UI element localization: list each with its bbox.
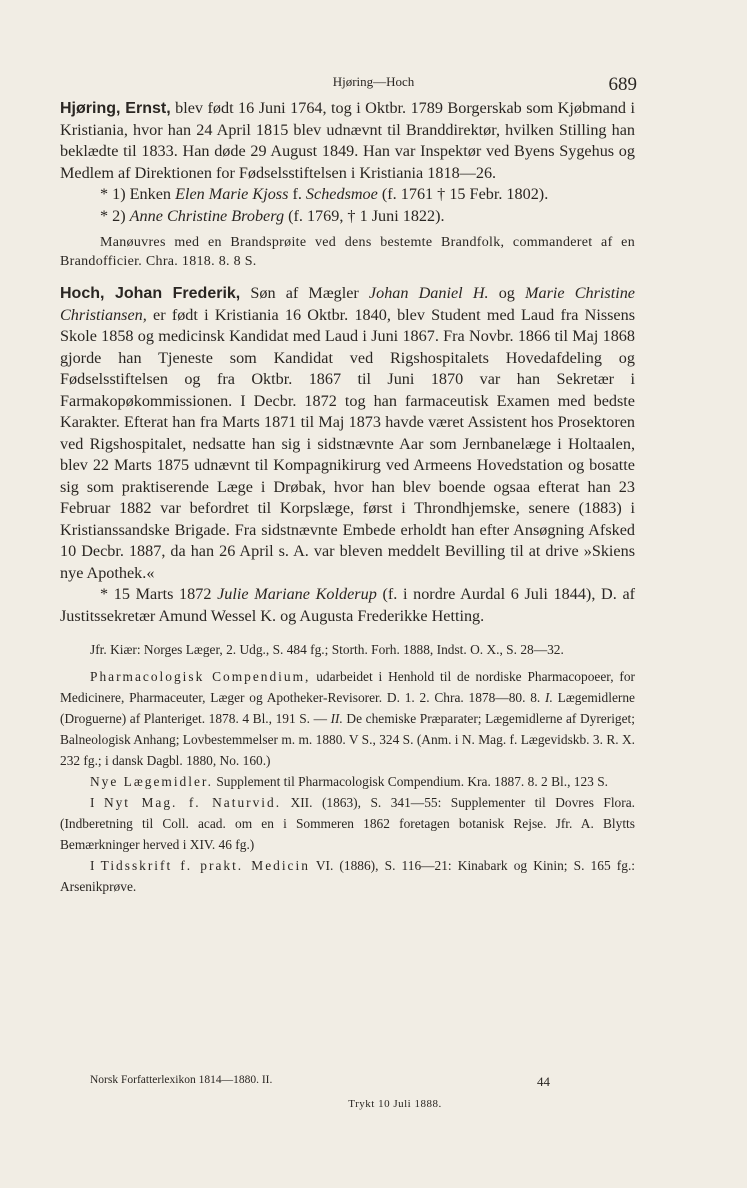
reference-note: Jfr. Kiær: Norges Læger, 2. Udg., S. 484 fg.; Storth. Forh. 1888, Indst. O. X., S. 28—32. [90,642,564,657]
entry-hoch: Hoch, Johan Frederik, Søn af Mægler Johan Daniel H. og Marie Christine Christiansen, er født i Kristiania 16 Oktbr. 1840, blev Student med Laud fra Nissens Skole 1858 og medicinsk Kandidat med Laud i Juni 1867. Fra Novbr. 1866 til Maj 1868 gjorde han Tjeneste som Kandidat ved Rigshospitalets Hovedafdeling og Fødselsstiftelsen og fra Oktbr. 1867 til Juni 1870 var han Sekretær i Farmakopøkommissionen. I Decbr. 1872 tog han farmaceutisk Examen med bedste Karakter. Efterat han fra Marts 1871 til Maj 1873 havde været Assistent hos Prosektoren ved Rigshospitalet, nedsatte han sig i sidstnævnte Aar som Jernbanelæge i Holtaalen, blev 22 Marts 1875 udnævnt til Kompagnikirurg ved Armeens Hovedstation og bosatte sig som praktiserende Læge i Drøbak, hvor han blev boende ogsaa efterat han 23 Februar 1882 var befordret til Korpslæge, først i Throndhjemske, senere (1883) i Kristianssandske Brigade. Fra sidstnævnte Embede erholdt han efter Ansøgning Afsked 10 Decbr. 1887, da han 26 April s. A. var bleven meddelt Bevilling til at drive »Skiens nye Apothek.« [60,284,635,582]
spouse-name: Julie Mariane Kolderup [217,585,377,603]
signature-mark: 44 [537,1074,550,1089]
entry-hoch-text: er født i Kristiania 16 Oktbr. 1840, blev Student med Laud fra Nissens Skole 1858 og medicinsk Kandidat med Laud i Juni 1867. Fra Novbr. 1866 til Maj 1868 gjorde han Tjeneste som Kandidat ved Rigshospitalets Hovedafdeling og Fødselsstiftelsen og fra Oktbr. 1867 til Juni 1870 var han Sekretær i Farmakopøkommissionen. I Decbr. 1872 tog han farmaceutisk Examen med bedste Karakter. Efterat han fra Marts 1871 til Maj 1873 havde været Assistent hos Prosektoren ved Rigshospitalet, nedsatte han sig i sidstnævnte Aar som Jernbanelæge i Holtaalen, blev 22 Marts 1875 udnævnt til Kompagnikirurg ved Armeens Hovedstation og bosatte sig som praktiserende Læge i Drøbak, hvor han blev boende ogsaa efterat han 23 Februar 1882 var befordret til Korpslæge, først i Throndhjemske, senere (1883) i Kristianssandske Brigade. Fra sidstnævnte Embede erholdt han efter Ansøgning Afsked 10 Decbr. 1887, da han 26 April s. A. var bleven meddelt Bevilling til at drive »Skiens nye Apothek.« [60,305,635,582]
running-head: Hjøring—Hoch [332,74,415,89]
spouse-surname: Schedsmoe [305,185,378,203]
marriage-1: * 1) Enken Elen Marie Kjoss f. Schedsmoe (f. 1761 † 15 Febr. 1802). [100,185,549,203]
page-number: 689 [608,74,637,95]
entry-name-hoch: Hoch, Johan Frederik, [60,285,241,302]
spouse-name: Anne Christine Broberg [129,206,285,225]
work-tidsskrift: I Tidsskrift f. prakt. Medicin VI. (1886), S. 116—21: Kinabark og Kinin; S. 165 fg.: Arsenikprøve. [60,858,636,894]
page-body [60,98,635,897]
entry-name-hjoring: Hjøring, Ernst, [60,100,171,117]
spouse-name: Elen Marie Kjoss [175,185,289,203]
page-footer [90,1074,590,1110]
footer-title: Norsk Forfatterlexikon 1814—1880. II. [90,1074,273,1086]
father-name: Johan Daniel H. [368,284,489,302]
entry-hjoring [60,98,635,184]
work-pharmacologisk-compendium: Pharmacologisk Compendium, udarbeidet i Henhold til de nordiske Pharmacopoeer, for Medicinere, Pharmaceuter, Læger og Apotheker-Revisorer. D. 1. 2. Chra. 1878—80. 8. I. Lægemidlerne (Droguerne) af Planteriget. 1878. 4 Bl., 191 S. — II. De chemiske Præparater; Lægemidlerne af Dyreriget; Balneologisk Anhang; Lovbestemmelser m. m. 1880. V S., 324 S. (Anm. i N. Mag. f. Lægevidskb. 3. R. X. 232 fg.; i dansk Dagbl. 1880, No. 160.) [60,669,635,768]
entry-hjoring-text: blev født 16 Juni 1764, tog i Oktbr. 1789 Borgerskab som Kjøbmand i Kristiania, hvor han 24 April 1815 blev udnævnt til Branddirektør, hvilken Stilling han beklædte til 1833. Han døde 29 August 1849. Han var Inspektør ved Byens Sygehus og Medlem af Direktionen for Fødselsstiftelsen i Kristiania 1818—26. [60,99,635,182]
work-nyt-mag: I Nyt Mag. f. Naturvid. XII. (1863), S. 341—55: Supplementer til Dovres Flora. (Indberetning til Coll. acad. om en i Sommeren 1862 foretagen botanisk Rejse. Jfr. A. Blytts Bemærkninger herved i XIV. 46 fg.) [60,795,635,852]
work-title-fraktur: Manøuvres med en Brandsprøite ved dens bestemte Brandfolk, commanderet af en Brandofficier. Chra. 1818. 8. 8 S. [60,235,635,269]
print-date: Trykt 10 Juli 1888. [348,1098,442,1110]
work-nye-laegemidler: Nye Lægemidler. Supplement til Pharmacologisk Compendium. Kra. 1887. 8. 2 Bl., 123 S. [90,774,608,789]
marriage-2: * 2) Anne Christine Broberg (f. 1769, † 1 Juni 1822). [100,206,445,225]
mother-name: Marie Christine Christiansen, [60,284,635,324]
marriage-hoch: * 15 Marts 1872 Julie Mariane Kolderup (f. i nordre Aurdal 6 Juli 1844), D. af Justitssekretær Amund Wessel K. og Augusta Frederikke Hetting. [60,585,636,625]
